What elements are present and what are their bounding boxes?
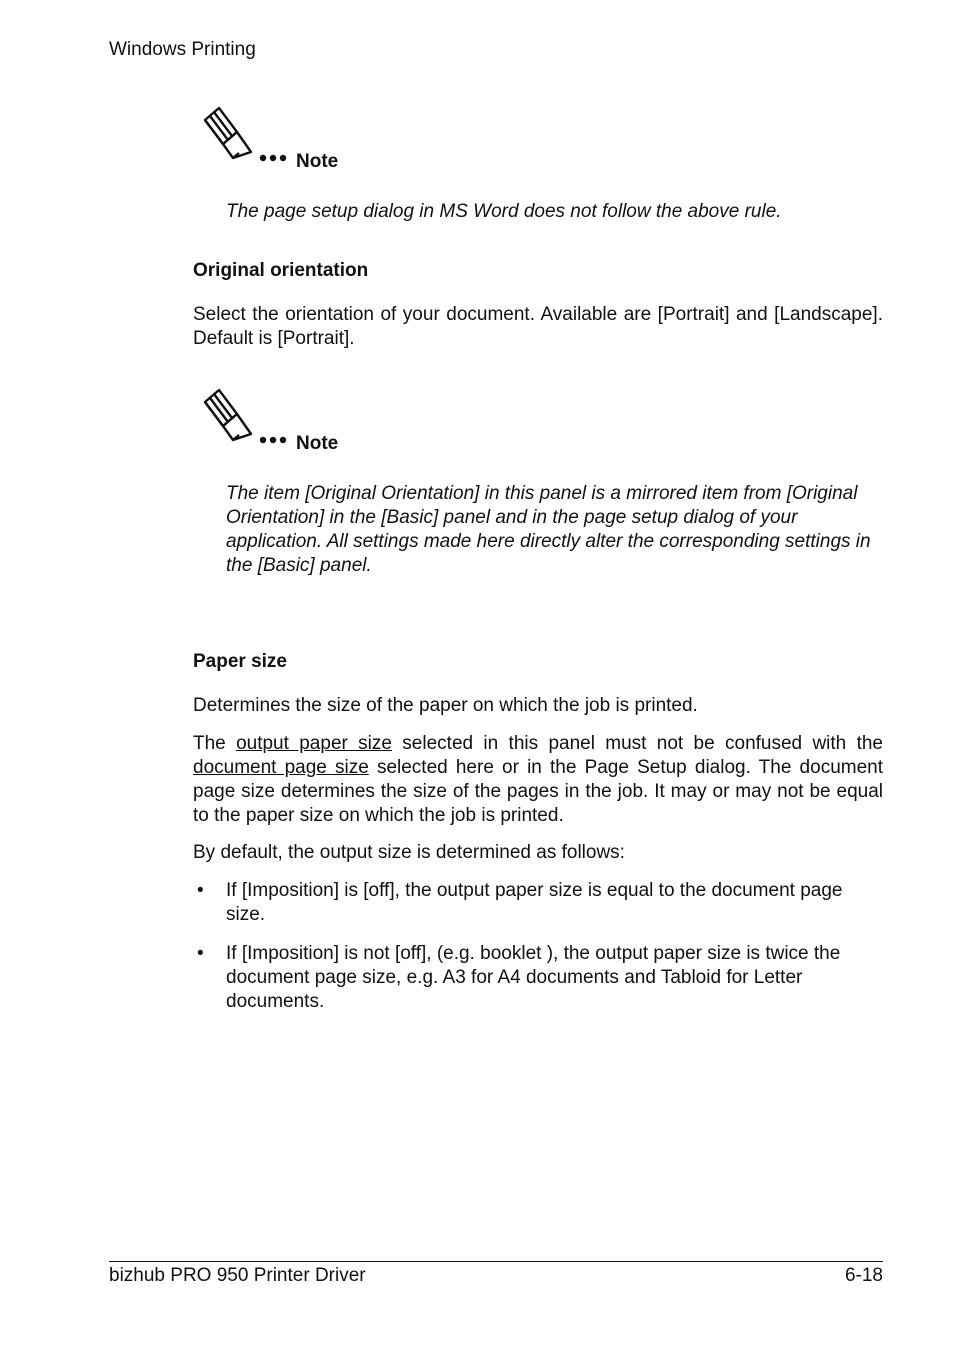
paper-size-paragraph: Determines the size of the paper on which the job is printed.	[193, 695, 698, 716]
footer-page-number: 6-18	[844, 1265, 883, 1286]
paper-size-default-intro: By default, the output size is determined as follows:	[193, 842, 625, 863]
orientation-paragraph: Select the orientation of your document. Available are [Portrait] and [Landscape]. Default is [Portrait].	[193, 304, 883, 349]
pencil-note-icon	[201, 388, 293, 450]
output-paper-size-link[interactable]: output paper size	[236, 733, 392, 754]
note-label: Note	[296, 151, 339, 172]
note-block	[201, 388, 361, 458]
document-page-size-link[interactable]: document page size	[193, 757, 369, 778]
footer-document-title: bizhub PRO 950 Printer Driver	[109, 1265, 366, 1286]
bullet-list	[193, 879, 883, 1029]
footer-divider	[109, 1261, 883, 1262]
list-item: • If [Imposition] is not [off], (e.g. booklet ), the output paper size is twice the document page size, e.g. A3 for A4 documents and Tabloid for Letter documents.	[197, 943, 841, 1012]
paper-size-explanation: The output paper size selected in this panel must not be confused with the document page size selected here or in the Page Setup dialog. The document page size determines the size of the pages in the job. It may or may not be equal to the paper size on which the job is printed.	[193, 733, 883, 826]
pencil-note-icon	[201, 106, 293, 168]
note-text: The item [Original Orientation] in this panel is a mirrored item from [Original Orientation] in the [Basic] panel and in the page setup dialog of your application. All settings made here directly alter the corresponding settings in the [Basic] panel.	[226, 483, 871, 576]
note-text: The page setup dialog in MS Word does not follow the above rule.	[226, 201, 782, 222]
running-header: Windows Printing	[109, 39, 256, 60]
note-label: Note	[296, 433, 339, 454]
list-item: • If [Imposition] is [off], the output paper size is equal to the document page size.	[197, 880, 843, 925]
section-heading-paper-size: Paper size	[193, 651, 287, 672]
section-heading-orientation: Original orientation	[193, 260, 369, 281]
note-block	[201, 106, 361, 176]
